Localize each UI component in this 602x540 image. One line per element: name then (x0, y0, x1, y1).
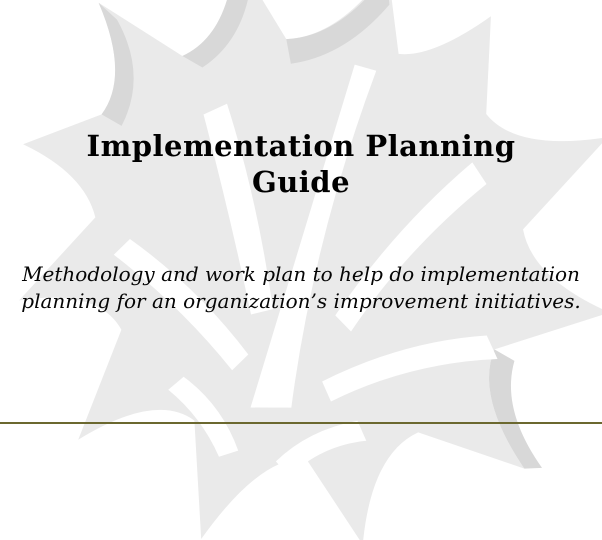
document-title-line1: Implementation Planning (86, 129, 516, 163)
horizontal-rule (0, 422, 602, 424)
document-subtitle (11, 261, 591, 315)
document-subtitle-line2: planning for an organization’s improvement initiatives. (21, 289, 581, 313)
document-subtitle-line1: Methodology and work plan to help do implementation (22, 262, 580, 286)
document-title (21, 128, 581, 200)
document-title-line2: Guide (251, 165, 351, 199)
